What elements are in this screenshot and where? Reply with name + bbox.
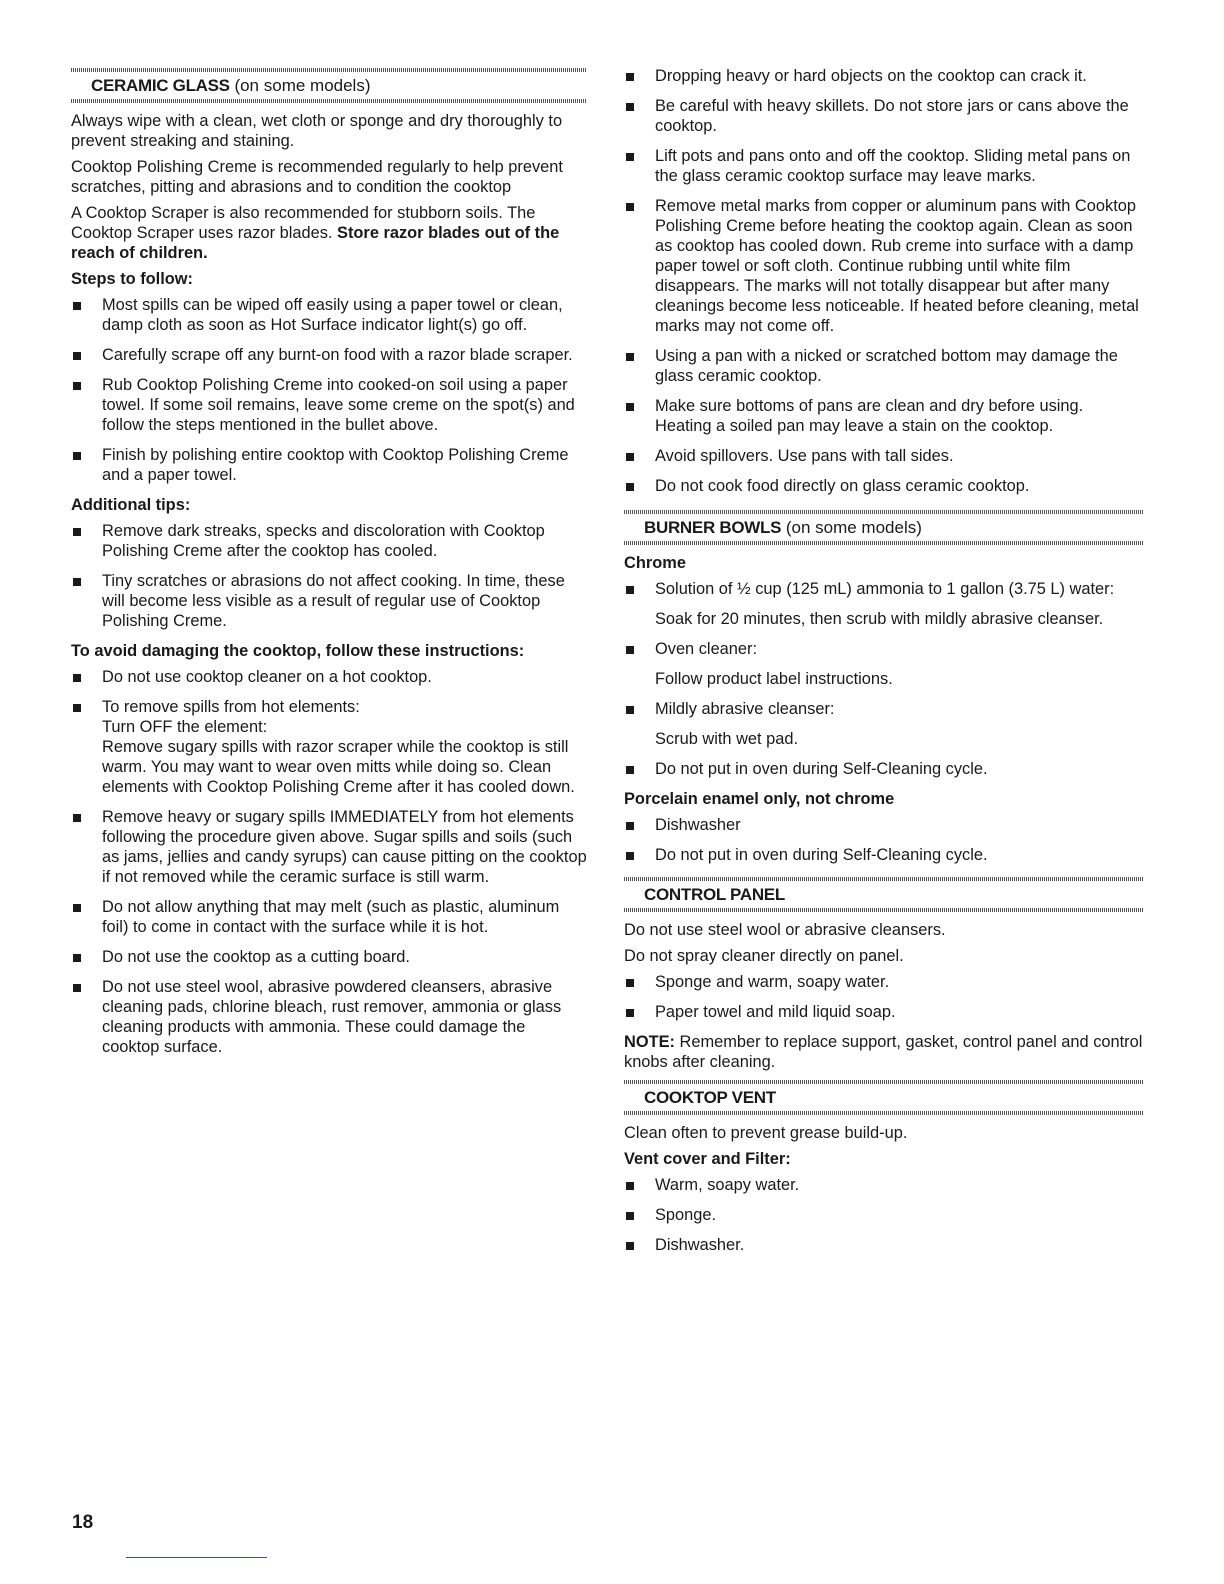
section-header-control-panel (624, 877, 1144, 912)
list-item: Carefully scrape off any burnt-on food with a razor blade scraper. (71, 345, 587, 365)
list-item: Rub Cooktop Polishing Creme into cooked-on soil using a paper towel. If some soil remains, leave some creme on the spot(s) and follow the steps mentioned in the bullet above. (71, 375, 587, 435)
list-item: Paper towel and mild liquid soap. (624, 1002, 1144, 1022)
chrome-list (624, 579, 1144, 779)
tips-list (71, 521, 587, 631)
list-item: Be careful with heavy skillets. Do not store jars or cans above the cooktop. (624, 96, 1144, 136)
footer-rule (126, 1557, 267, 1558)
section-title: CERAMIC GLASS (on some models) (91, 76, 371, 95)
section-rule-bottom (624, 908, 1144, 912)
list-item: Warm, soapy water. (624, 1175, 1144, 1195)
section-rule-bottom (624, 541, 1144, 545)
section-header-burner-bowls (624, 510, 1144, 545)
list-item: Sponge. (624, 1205, 1144, 1225)
list-item: Tiny scratches or abrasions do not affect cooking. In time, these will become less visible as a result of regular use of Cooktop Polishing Creme. (71, 571, 587, 631)
vent-cover-heading: Vent cover and Filter: (624, 1150, 791, 1168)
list-item: Do not put in oven during Self-Cleaning cycle. (624, 845, 1144, 865)
section-rule-bottom (71, 99, 587, 103)
list-item: Remove dark streaks, specks and discoloration with Cooktop Polishing Creme after the cooktop has cooled. (71, 521, 587, 561)
note: NOTE: Remember to replace support, gasket, control panel and control knobs after cleaning. (624, 1033, 1143, 1071)
ceramic-precautions-list (624, 66, 1144, 496)
list-item: Do not use cooktop cleaner on a hot cooktop. (71, 667, 587, 687)
list-item: Most spills can be wiped off easily using a paper towel or clean, damp cloth as soon as Hot Surface indicator light(s) go off. (71, 295, 587, 335)
list-item: Using a pan with a nicked or scratched bottom may damage the glass ceramic cooktop. (624, 346, 1144, 386)
list-item: Finish by polishing entire cooktop with Cooktop Polishing Creme and a paper towel. (71, 445, 587, 485)
list-item: Lift pots and pans onto and off the cooktop. Sliding metal pans on the glass ceramic cooktop surface may leave marks. (624, 146, 1144, 186)
left-column (71, 68, 587, 1067)
paragraph: Cooktop Polishing Creme is recommended regularly to help prevent scratches, pitting and abrasions and to condition the cooktop (71, 158, 563, 196)
list-item: Dishwasher. (624, 1235, 1144, 1255)
section-header-ceramic-glass (71, 68, 587, 103)
list-item: Solution of ½ cup (125 mL) ammonia to 1 gallon (3.75 L) water: Soak for 20 minutes, then scrub with mildly abrasive cleanser. (624, 579, 1144, 629)
page-number: 18 (72, 1512, 94, 1533)
section-rule-bottom (624, 1111, 1144, 1115)
list-item: Remove metal marks from copper or aluminum pans with Cooktop Polishing Creme before heating the cooktop again. Clean as soon as cooktop has cooled down. Rub creme into surface with a damp paper towel or soft cloth. Continue rubbing until white film disappears. The marks will not totally disappear but after many cleanings become less noticeable. If heated before cleaning, metal marks may not come off. (624, 196, 1144, 336)
warning-text: Store razor blades out of the reach of children. (71, 224, 560, 262)
porcelain-list (624, 815, 1144, 865)
list-item: Dishwasher (624, 815, 1144, 835)
steps-list (71, 295, 587, 485)
list-item: Do not use the cooktop as a cutting board. (71, 947, 587, 967)
steps-heading: Steps to follow: (71, 270, 194, 288)
paragraph: Clean often to prevent grease build-up. (624, 1124, 908, 1142)
avoid-damage-list (71, 667, 587, 1057)
list-item: Do not put in oven during Self-Cleaning cycle. (624, 759, 1144, 779)
section-title: COOKTOP VENT (644, 1088, 776, 1107)
paragraph: Always wipe with a clean, wet cloth or sponge and dry thoroughly to prevent streaking and staining. (71, 112, 563, 150)
paragraph: Do not use steel wool or abrasive cleansers. (624, 921, 946, 939)
list-item: Make sure bottoms of pans are clean and dry before using. Heating a soiled pan may leave a stain on the cooktop. (624, 396, 1144, 436)
section-title: BURNER BOWLS (on some models) (644, 518, 922, 537)
section-title: CONTROL PANEL (644, 885, 785, 904)
section-header-cooktop-vent (624, 1080, 1144, 1115)
paragraph: A Cooktop Scraper is also recommended for stubborn soils. The Cooktop Scraper uses razor blades. Store razor blades out of the reach of children. (71, 204, 560, 262)
vent-list (624, 1175, 1144, 1255)
list-item: To remove spills from hot elements: Turn OFF the element: Remove sugary spills with razor scraper while the cooktop is still warm. You may want to wear oven mitts while doing so. Clean elements with Cooktop Polishing Creme after it has cooled down. (71, 697, 587, 797)
list-item: Dropping heavy or hard objects on the cooktop can crack it. (624, 66, 1144, 86)
control-panel-list (624, 972, 1144, 1022)
list-item: Remove heavy or sugary spills IMMEDIATELY from hot elements following the procedure given above. Sugar spills and soils (such as jams, jellies and candy syrups) can cause pitting on the cooktop if not removed while the ceramic surface is still warm. (71, 807, 587, 887)
paragraph: Do not spray cleaner directly on panel. (624, 947, 904, 965)
list-item: Do not allow anything that may melt (such as plastic, aluminum foil) to come in contact with the surface while it is hot. (71, 897, 587, 937)
porcelain-heading: Porcelain enamel only, not chrome (624, 790, 895, 808)
tips-heading: Additional tips: (71, 496, 191, 514)
list-item: Do not cook food directly on glass ceramic cooktop. (624, 476, 1144, 496)
list-item: Avoid spillovers. Use pans with tall sides. (624, 446, 1144, 466)
chrome-heading: Chrome (624, 554, 686, 572)
list-item: Oven cleaner: Follow product label instructions. (624, 639, 1144, 689)
list-item: Mildly abrasive cleanser: Scrub with wet pad. (624, 699, 1144, 749)
avoid-damage-heading: To avoid damaging the cooktop, follow these instructions: (71, 642, 525, 660)
list-item: Sponge and warm, soapy water. (624, 972, 1144, 992)
right-column (624, 66, 1144, 1265)
list-item: Do not use steel wool, abrasive powdered cleansers, abrasive cleaning pads, chlorine bleach, rust remover, ammonia or glass cleaning products with ammonia. These could damage the cooktop surface. (71, 977, 587, 1057)
